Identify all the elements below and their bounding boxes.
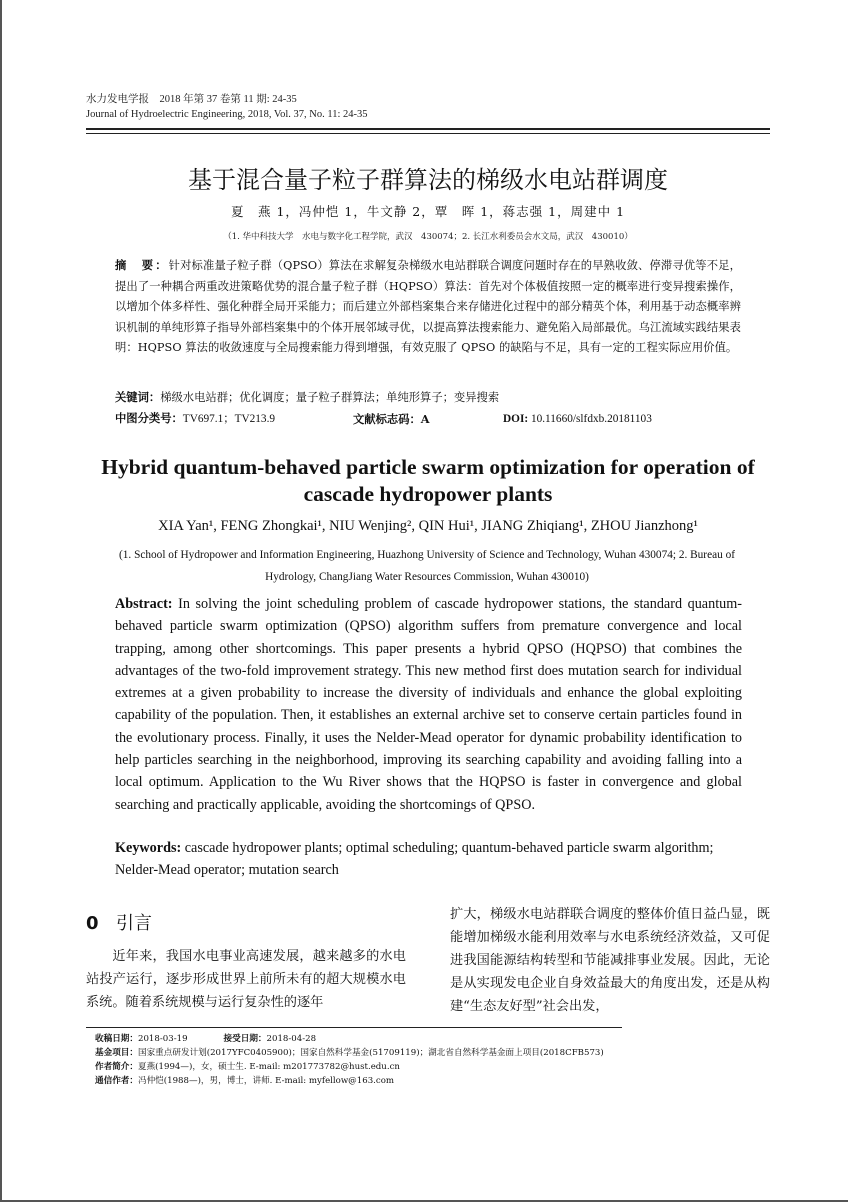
en-keywords-label: Keywords: [115,840,182,856]
doc-code-value: A [420,412,430,426]
en-abstract-text: In solving the joint scheduling problem of cascade hydropower stations, the standard quantum-behaved particle swarm optimization (QPSO) algorithm suffers from premature convergence and local trapping, among other shortcomings. This paper presents a hybrid QPSO (HQPSO) that combines the advantages of the two-fold improvement strategy. This new method first does mutation search for individual extremes at a given probability to increase the diversity of individuals and enhance the global exploiting capability of the population. Then, it establishes an external archive set to conserve certain particles found in the evolutionary process. Finally, it uses the Nelder-Mead operator for dynamic probability identification to help particles searching in the neighborhood, improving its searching capability and avoiding falling into a local optimum. Application to the Wu River shows that the HQPSO is faster in convergence and global searching and practically applicable, avoiding the shortcomings of QPSO. [115,596,742,813]
author-bio-text: 夏燕(1994—)，女，硕士生. E-mail: m201773782@hust.edu.cn [137,1062,400,1072]
received-date: 2018-03-19 [137,1034,188,1044]
en-keywords-text: cascade hydropower plants; optimal scheduling; quantum-behaved particle swarm algorithm; Nelder-Mead operator; mutation search [115,840,714,879]
en-abstract [115,593,742,816]
author-bio-label: 作者简介： [95,1062,138,1072]
section-title: 引言 [116,913,152,934]
journal-en-line: Journal of Hydroelectric Engineering, 2018, Vol. 37, No. 11: 24-35 [86,109,368,120]
journal-header [86,92,368,122]
cn-keywords-text: 梯级水电站群；优化调度；量子粒子群算法；单纯形算子；变异搜索 [160,391,500,404]
journal-cn-line: 水力发电学报 2018 年第 37 卷第 11 期: 24-35 [86,94,297,105]
cn-keywords [115,388,741,408]
en-title: Hybrid quantum-behaved particle swarm optimization for operation of cascade hydropower plants [101,455,755,506]
footnote-fund [95,1046,604,1060]
footnote-author [95,1060,604,1074]
en-abstract-label: Abstract: [115,596,173,612]
accepted-label: 接受日期： [223,1034,267,1044]
doi-value: 10.11660/slfdxb.20181103 [530,413,652,425]
footnote-dates [95,1032,604,1046]
cn-authors: 夏 燕 1，冯仲恺 1，牛文静 2，覃 晖 1，蒋志强 1，周建中 1 [230,204,626,219]
body-paragraph-right: 扩大，梯级水电站群联合调度的整体价值日益凸显，既能增加梯级水能利用效率与水电系统经济效益，又可促进我国能源结构转型和节能减排事业发展。因此，无论是从实现发电企业自身效益最大的角度出发，还是从构建“生态友好型”社会出发， [450,907,770,1014]
accepted-date: 2018-04-28 [266,1034,317,1044]
cn-abstract [115,256,741,359]
fund-text: 国家重点研发计划(2017YFC0405900)；国家自然科学基金(51709119)；湖北省自然科学基金面上项目(2018CFB573) [137,1048,604,1058]
received-label: 收稿日期： [95,1034,138,1044]
doc-code-label: 文献标志码： [353,413,421,426]
corresponding-label: 通信作者： [95,1076,138,1086]
footnote-corresponding [95,1074,604,1088]
clc-value: TV697.1；TV213.9 [182,413,276,425]
footnote-rule [86,1027,622,1028]
en-affiliation: (1. School of Hydropower and Information Engineering, Huazhong University of Science and Technology, Wuhan 430074; 2. Bureau of Hydrology, ChangJiang Water Resources Commission, Wuhan 430010) [119,549,735,583]
en-keywords [115,837,742,882]
cn-affiliation: （1. 华中科技大学 水电与数字化工程学院，武汉 430074；2. 长江水利委员会水文局，武汉 430010） [223,232,633,242]
header-rule-thin [86,133,770,134]
cn-abstract-text: 针对标准量子粒子群（QPSO）算法在求解复杂梯级水电站群联合调度问题时存在的早熟收敛、停滞寻优等不足，提出了一种耦合两重改进策略优势的混合量子粒子群（HQPSO）算法：首先对个体极值按照一定的概率进行变异搜索操作，以增加个体多样性、强化种群全局开采能力；而后建立外部档案集合来存储进化过程中的部分精英个体，利用基于动态概率辨识机制的单纯形算子指导外部档案集中的个体开展邻域寻优，以提高算法搜索能力、避免陷入局部最优。乌江流域实践结果表明：HQPSO 算法的收敛速度与全局搜索能力得到增强，有效克服了 QPSO 的缺陷与不足，具有一定的工程实际应用价值。 [115,259,741,354]
fund-label: 基金项目： [95,1048,138,1058]
section-number: 0 [86,913,99,934]
header-rule-thick [86,128,770,130]
clc-label: 中图分类号： [115,412,183,425]
corresponding-text: 冯仲恺(1988—)，男，博士，讲师. E-mail: myfellow@163.com [137,1076,395,1086]
doi-label: DOI: [503,413,529,425]
en-authors: XIA Yan¹, FENG Zhongkai¹, NIU Wenjing², QIN Hui¹, JIANG Zhiqiang¹, ZHOU Jianzhong¹ [158,518,698,534]
footnotes [95,1032,604,1088]
section-heading [86,912,152,936]
body-column-right [450,903,770,1018]
cn-keywords-label: 关键词： [115,391,161,404]
cn-title: 基于混合量子粒子群算法的梯级水电站群调度 [188,166,668,194]
body-paragraph-left: 近年来，我国水电事业高速发展，越来越多的水电站投产运行，逐步形成世界上前所未有的超大规模水电系统。随着系统规模与运行复杂性的逐年 [86,949,406,1010]
body-column-left [86,945,406,1014]
cn-abstract-label: 摘 要： [115,259,169,272]
